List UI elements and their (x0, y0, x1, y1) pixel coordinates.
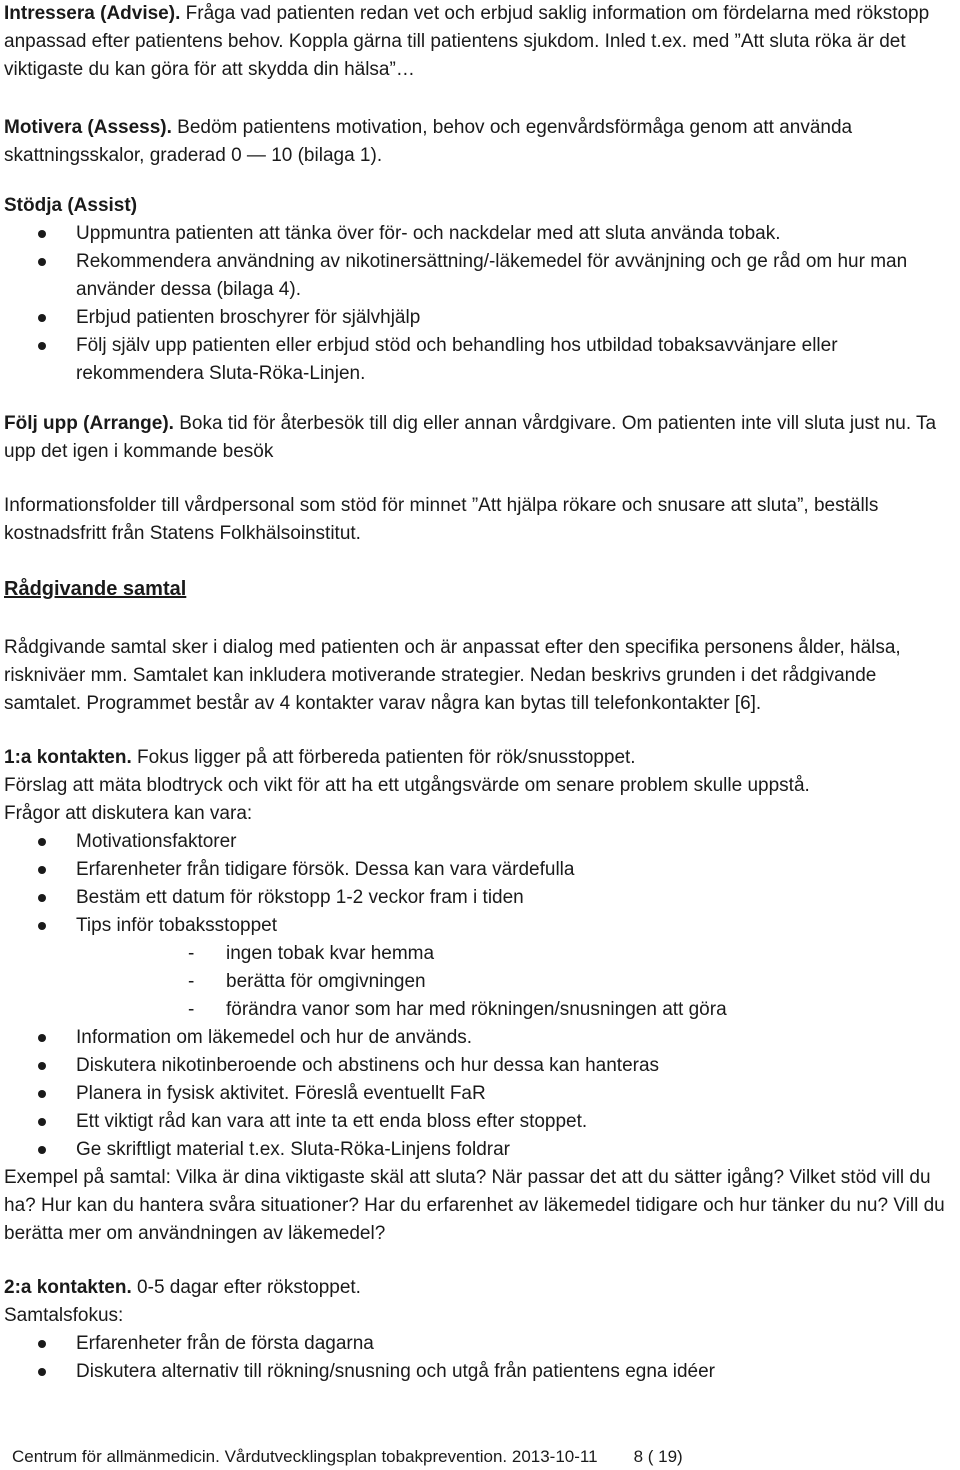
list-item: Diskutera alternativ till rökning/snusning och utgå från patientens egna idéer (4, 1358, 956, 1386)
advise-label: Intressera (Advise). (4, 3, 181, 24)
advise-paragraph (4, 0, 956, 84)
contact1-line2: Förslag att mäta blodtryck och vikt för att ha ett utgångsvärde om senare problem skulle uppstå. (4, 775, 810, 796)
contact1-line3: Frågor att diskutera kan vara: (4, 803, 253, 824)
contact1-list-a (4, 828, 956, 940)
list-item: Planera in fysisk aktivitet. Föreslå eventuellt FaR (4, 1080, 956, 1108)
sub-list-item: - ingen tobak kvar hemma (4, 940, 956, 968)
assess-label: Motivera (Assess). (4, 117, 172, 138)
contact1-label: 1:a kontakten. (4, 747, 132, 768)
list-item: Ge skriftligt material t.ex. Sluta-Röka-Linjens foldrar (4, 1136, 956, 1164)
tips-sub-list (4, 940, 956, 1024)
list-item: Information om läkemedel och hur de används. (4, 1024, 956, 1052)
footer-text: Centrum för allmänmedicin. Vårdutvecklingsplan tobakprevention. 2013-10-11 (12, 1447, 598, 1466)
assist-heading (4, 192, 956, 220)
list-item: Följ själv upp patienten eller erbjud stöd och behandling hos utbildad tobaksavvänjare eller rekommendera Sluta-Röka-Linjen. (4, 332, 956, 388)
folder-paragraph: Informationsfolder till vårdpersonal som stöd för minnet ”Att hjälpa rökare och snusare att sluta”, beställs kostnadsfritt från Statens Folkhälsoinstitut. (4, 495, 879, 544)
sub-list-item: - berätta för omgivningen (4, 968, 956, 996)
list-item: Ett viktigt råd kan vara att inte ta ett enda bloss efter stoppet. (4, 1108, 956, 1136)
arrange-paragraph (4, 410, 956, 466)
example-paragraph: Exempel på samtal: Vilka är dina viktigaste skäl att sluta? När passar det att du sätter igång? Vilket stöd vill du ha? Hur kan du hantera svåra situationer? Har du erfarenhet av läkemedel tidigare och hur tänker du nu? Vill du berätta mer om användningen av läkemedel? (4, 1167, 945, 1244)
assess-text: Bedöm patientens motivation, behov och egenvårdsförmåga genom att använda skattningsskalor, graderad 0 — 10 (bilaga 1). (4, 117, 853, 166)
arrange-text: Boka tid för återbesök till dig eller annan vårdgivare. Om patienten inte vill sluta just nu. Ta upp det igen i kommande besök (4, 413, 937, 462)
list-item: Diskutera nikotinberoende och abstinens och hur dessa kan hanteras (4, 1052, 956, 1080)
advise-text: Fråga vad patienten redan vet och erbjud saklig information om fördelarna med rökstopp anpassad efter patientens behov. Koppla gärna till patientens sjukdom. Inled t.ex. med ”Att sluta röka är det viktigaste du kan göra för att skydda din hälsa”… (4, 3, 930, 80)
assist-label: Stödja (Assist) (4, 195, 138, 216)
list-item: Motivationsfaktorer (4, 828, 956, 856)
section-heading: Rådgivande samtal (4, 578, 187, 600)
list-item: Bestäm ett datum för rökstopp 1-2 veckor fram i tiden (4, 884, 956, 912)
contact1-paragraph (4, 744, 956, 772)
list-item: Erbjud patienten broschyrer för självhjälp (4, 304, 956, 332)
list-item: Tips inför tobaksstoppet (4, 912, 956, 940)
section-intro: Rådgivande samtal sker i dialog med patienten och är anpassat efter den specifika personens ålder, hälsa, riskniväer mm. Samtalet kan inkludera motiverande strategier. Nedan beskrivs grunden i det rådgivande samtalet. Programmet består av 4 kontakter varav några kan bytas till telefonkontakter [6]. (4, 637, 901, 714)
contact2-text: 0-5 dagar efter rökstoppet. (131, 1277, 361, 1298)
list-item: Rekommendera användning av nikotinersättning/-läkemedel för avvänjning och ge råd om hur man använder dessa (bilaga 4). (4, 248, 956, 304)
page-number: 8 ( 19) (633, 1447, 683, 1466)
contact1-list-b (4, 1024, 956, 1164)
document-page (4, 0, 956, 1386)
contact2-focus-label: Samtalsfokus: (4, 1305, 124, 1326)
arrange-label: Följ upp (Arrange). (4, 413, 174, 434)
contact2-list (4, 1330, 956, 1386)
list-item: Erfarenheter från tidigare försök. Dessa kan vara värdefulla (4, 856, 956, 884)
list-item: Uppmuntra patienten att tänka över för- och nackdelar med att sluta använda tobak. (4, 220, 956, 248)
contact2-paragraph (4, 1274, 956, 1302)
contact1-text: Fokus ligger på att förbereda patienten för rök/snusstoppet. (131, 747, 636, 768)
assist-list (4, 220, 956, 388)
sub-list-item: - förändra vanor som har med rökningen/snusningen att göra (4, 996, 956, 1024)
assess-paragraph (4, 114, 956, 170)
list-item: Erfarenheter från de första dagarna (4, 1330, 956, 1358)
page-footer (12, 1445, 683, 1469)
contact2-label: 2:a kontakten. (4, 1277, 132, 1298)
